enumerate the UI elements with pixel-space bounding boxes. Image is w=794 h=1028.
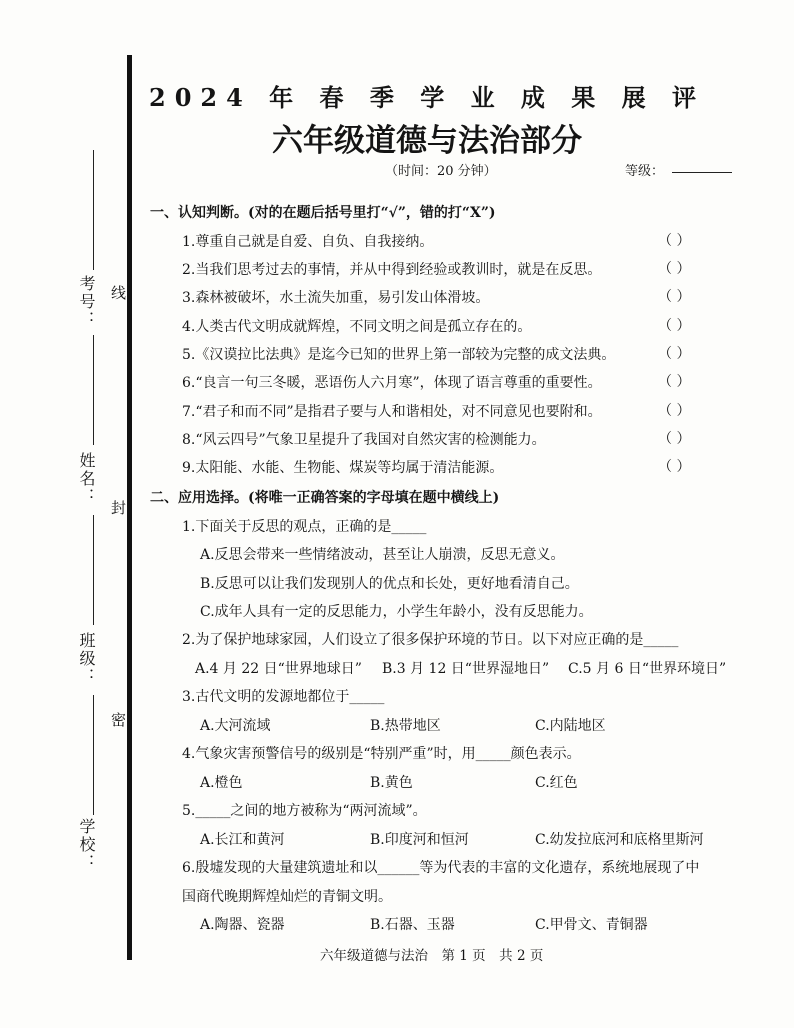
choice-question-5: 5._____之间的地方被称为“两河流域”。 (182, 803, 427, 819)
choice-question-4: 4.气象灾害预警信号的级别是“特别严重”时，用_____颜色表示。 (182, 746, 581, 762)
option-b: B.反思可以让我们发现别人的优点和长处，更好地看清自己。 (200, 576, 579, 592)
binding-line-2 (93, 335, 94, 445)
option-c: C.幼发拉底河和底格里斯河 (535, 832, 704, 848)
option-c: C.5 月 6 日“世界环境日” (568, 661, 727, 677)
answer-paren[interactable]: （ ） (658, 289, 691, 305)
option-b: B.石器、玉器 (370, 917, 455, 933)
option-a: A.长江和黄河 (200, 832, 285, 848)
option-a: A.4 月 22 日“世界地球日” (195, 661, 362, 677)
option-a: A.大河流域 (200, 718, 271, 734)
seal-feng: 封 (109, 500, 127, 515)
judge-question: 1.尊重自己就是自爱、自负、自我接纳。 (182, 234, 434, 250)
option-a: A.橙色 (200, 775, 243, 791)
judge-question: 3.森林被破坏，水土流失加重，易引发山体滑坡。 (182, 290, 490, 306)
choice-question-6-cont: 国商代晚期辉煌灿烂的青铜文明。 (182, 889, 392, 905)
answer-paren[interactable]: （ ） (658, 431, 691, 447)
answer-paren[interactable]: （ ） (658, 374, 691, 390)
binding-line-3 (93, 515, 94, 625)
option-b: B.印度河和恒河 (370, 832, 469, 848)
option-c: C.内陆地区 (535, 718, 606, 734)
seal-mi: 密 (109, 712, 127, 727)
label-xingming: 姓名： (77, 452, 96, 506)
exam-subject-title: 六年级道德与法治部分 (272, 123, 582, 159)
exam-time: （时间：20 分钟） (385, 164, 497, 179)
option-b: B.3 月 12 日“世界湿地日” (382, 661, 550, 677)
exam-title: 2024 年 春 季 学 业 成 果 展 评 (149, 83, 705, 112)
answer-paren[interactable]: （ ） (658, 459, 691, 475)
label-banji: 班级： (77, 632, 96, 686)
option-a: A.陶器、瓷器 (200, 917, 285, 933)
binding-line-top (93, 150, 94, 270)
judge-question: 4.人类古代文明成就辉煌，不同文明之间是孤立存在的。 (182, 319, 532, 335)
page-footer: 六年级道德与法治 第 1 页 共 2 页 (320, 948, 544, 964)
answer-paren[interactable]: （ ） (658, 233, 691, 249)
judge-question: 9.太阳能、水能、生物能、煤炭等均属于清洁能源。 (182, 460, 504, 476)
grade-blank (672, 172, 732, 173)
answer-paren[interactable]: （ ） (658, 403, 691, 419)
judge-question: 8.“风云四号”气象卫星提升了我国对自然灾害的检测能力。 (182, 432, 546, 448)
judge-question: 2.当我们思考过去的事情，并从中得到经验或教训时，就是在反思。 (182, 262, 602, 278)
option-b: B.热带地区 (370, 718, 441, 734)
judge-question: 6.“良言一句三冬暖，恶语伤人六月寒”，体现了语言尊重的重要性。 (182, 375, 602, 391)
judge-question: 7.“君子和而不同”是指君子要与人和谐相处，对不同意见也要附和。 (182, 404, 602, 420)
option-b: B.黄色 (370, 775, 413, 791)
grade-label: 等级： (625, 164, 665, 179)
label-kaohao: 考号： (77, 275, 96, 329)
choice-question-6: 6.殷墟发现的大量建筑遗址和以______等为代表的丰富的文化遗存，系统地展现了中 (182, 860, 700, 876)
answer-paren[interactable]: （ ） (658, 261, 691, 277)
option-c: C.甲骨文、青铜器 (535, 917, 648, 933)
section2-heading: 二、应用选择。(将唯一正确答案的字母填在题中横线上) (150, 490, 500, 506)
choice-question-1: 1.下面关于反思的观点，正确的是_____ (182, 519, 427, 535)
answer-paren[interactable]: （ ） (658, 346, 691, 362)
option-a: A.反思会带来一些情绪波动，甚至让人崩溃，反思无意义。 (200, 547, 565, 563)
choice-question-2: 2.为了保护地球家园，人们设立了很多保护环境的节日。以下对应正确的是_____ (182, 632, 679, 648)
label-xuexiao: 学校： (77, 818, 96, 872)
answer-paren[interactable]: （ ） (658, 318, 691, 334)
section1-heading: 一、认知判断。(对的在题后括号里打“√”，错的打“X”) (150, 205, 496, 221)
choice-question-3: 3.古代文明的发源地都位于_____ (182, 689, 385, 705)
option-c: C.成年人具有一定的反思能力，小学生年龄小，没有反思能力。 (200, 604, 593, 620)
binding-bar (127, 55, 132, 960)
binding-line-4 (93, 695, 94, 815)
option-c: C.红色 (535, 775, 578, 791)
judge-question: 5.《汉谟拉比法典》是迄今已知的世界上第一部较为完整的成文法典。 (182, 347, 616, 363)
seal-xian: 线 (109, 285, 127, 300)
